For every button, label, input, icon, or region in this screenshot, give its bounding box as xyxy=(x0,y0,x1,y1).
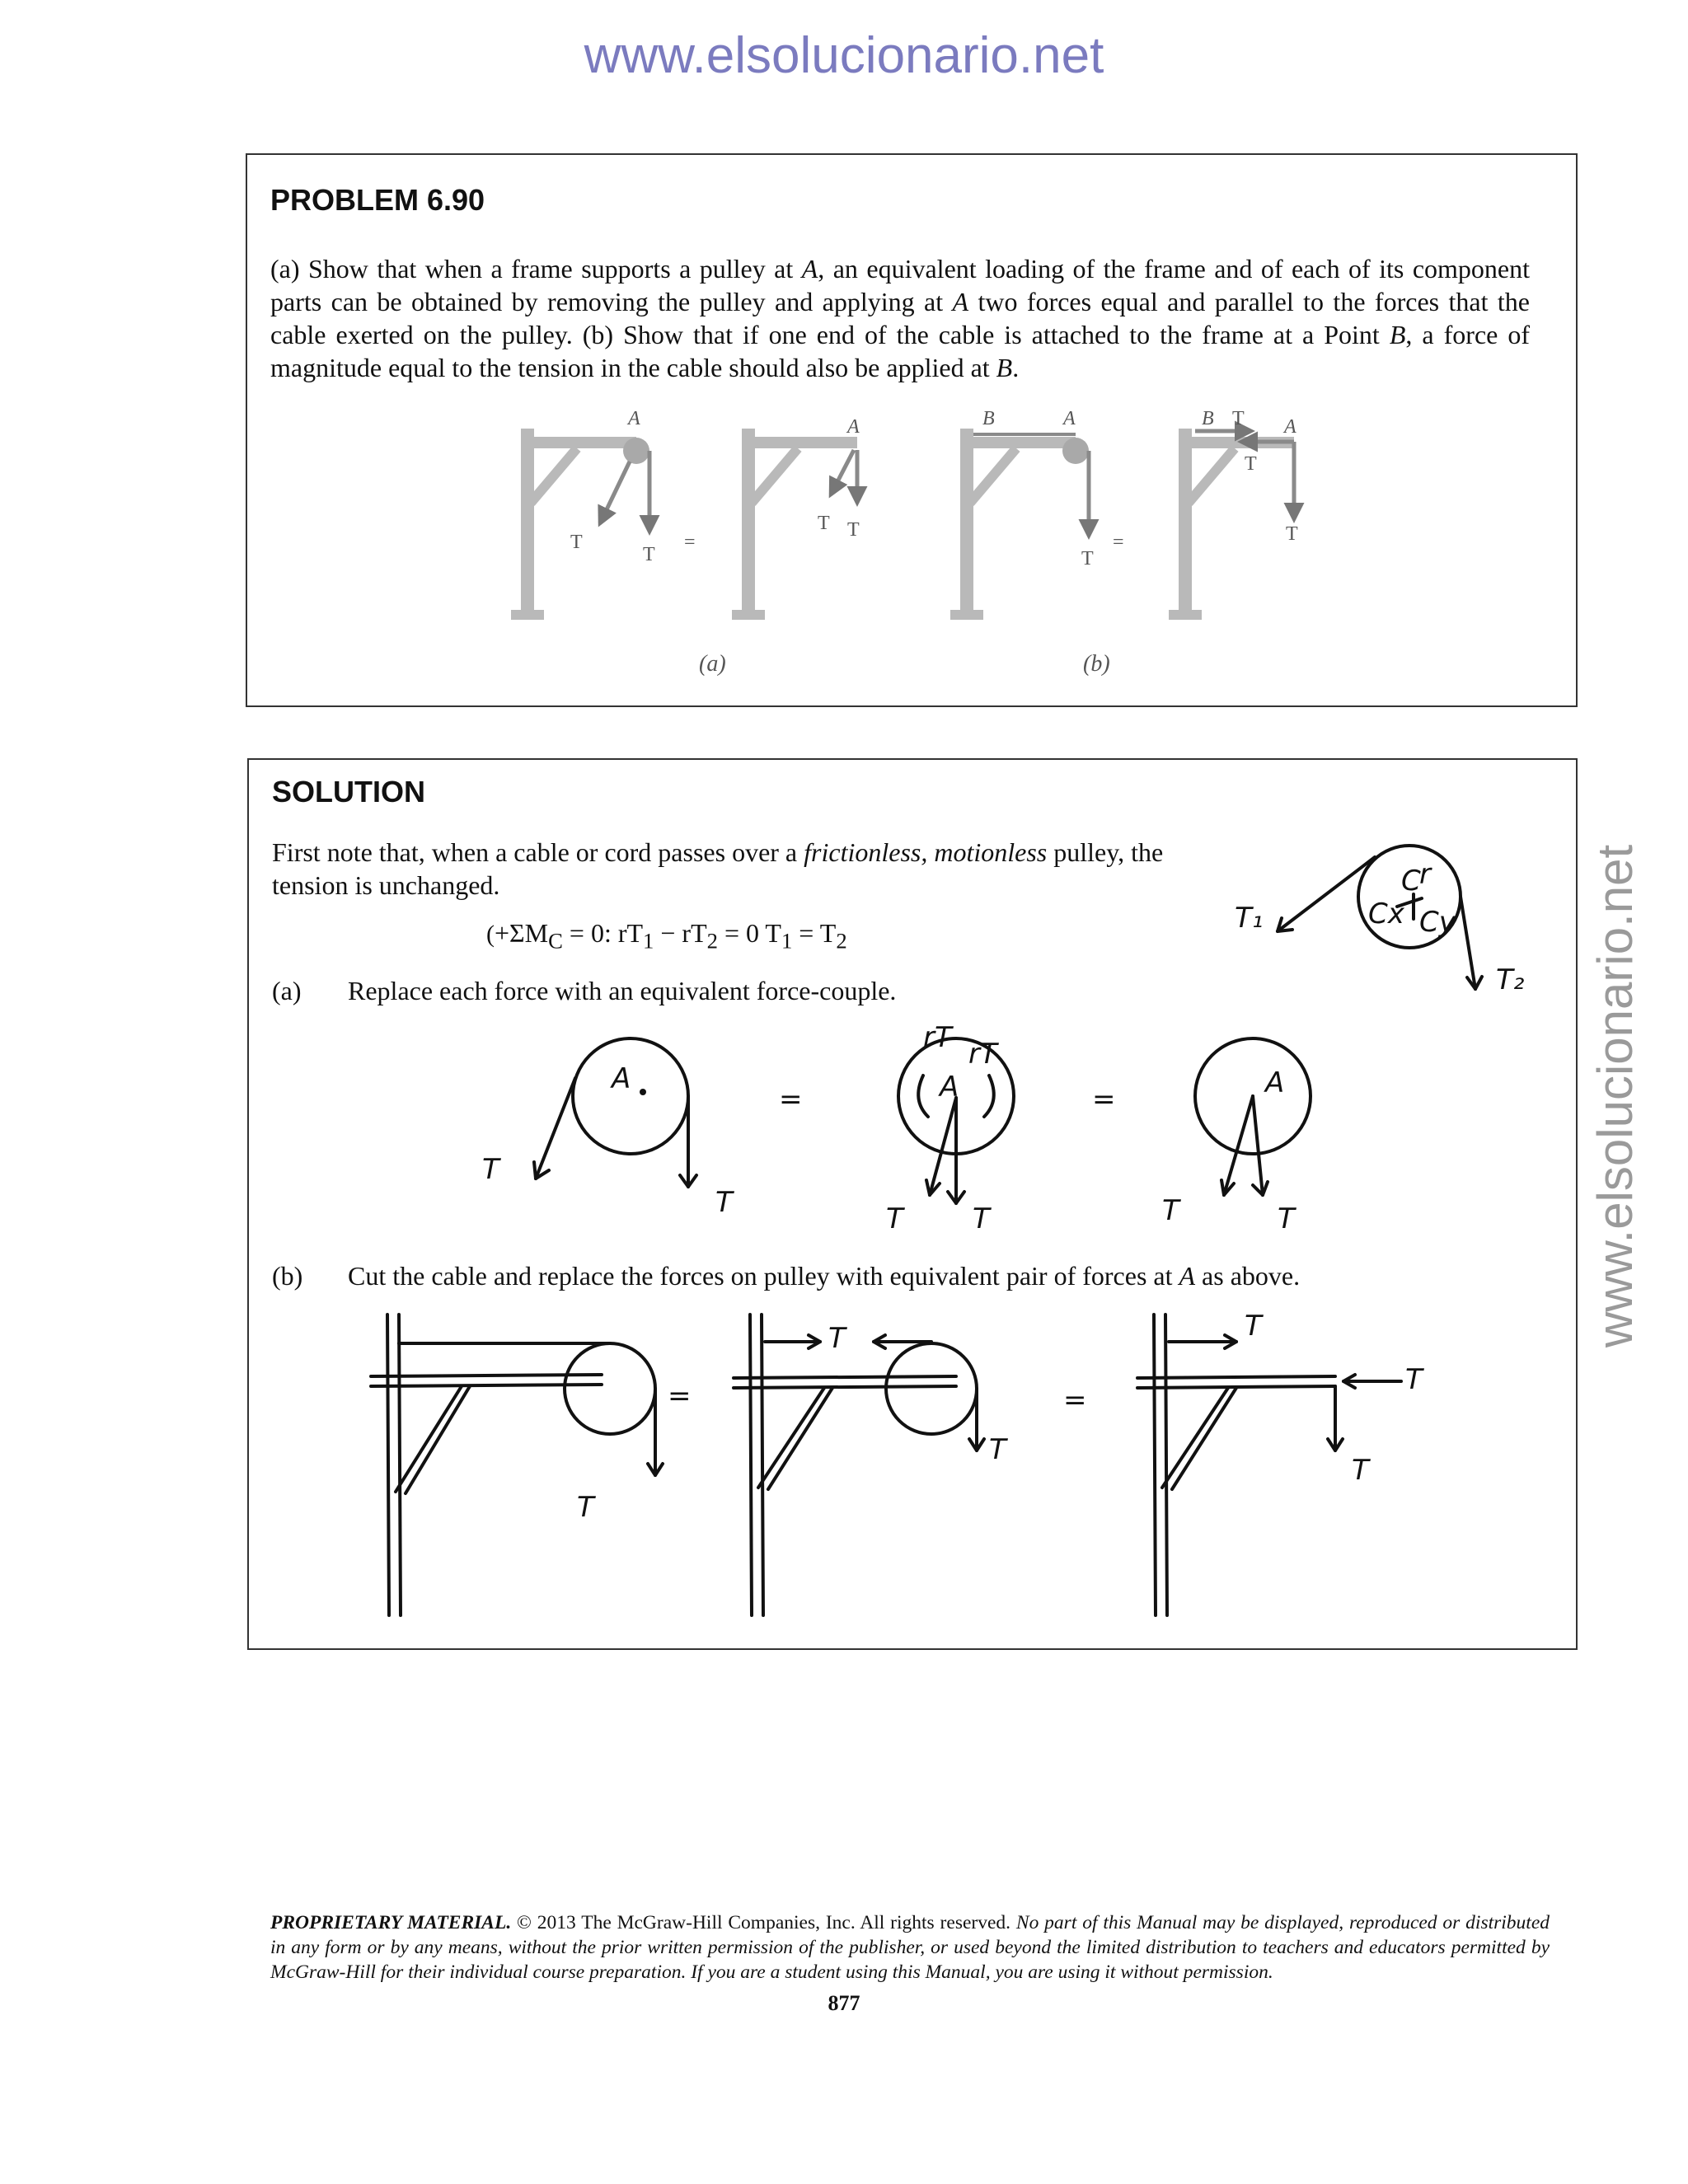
svg-text:T: T xyxy=(643,544,655,565)
problem-title: PROBLEM 6.90 xyxy=(270,183,485,217)
svg-text:B: B xyxy=(1202,408,1214,429)
moment-equation: ($+\Sigma M_C = 0$: $rT_1 - rT_2 = 0$ $T_1 = T_2$ xyxy=(486,918,847,954)
svg-text:=: = xyxy=(779,1083,803,1116)
solution-title: SOLUTION xyxy=(272,775,425,808)
svg-text:A: A xyxy=(940,1071,959,1104)
frame-equivalence-sketch xyxy=(363,1310,1434,1624)
svg-text:T: T xyxy=(847,519,860,541)
svg-text:A: A xyxy=(612,1062,631,1095)
solution-intro: First note that, when a cable or cord passes over a frictionless, motionless pulley, the tension is unchanged. xyxy=(272,837,1164,900)
svg-text:T₂: T₂ xyxy=(1496,963,1525,996)
watermark-top: www.elsolucionario.net xyxy=(584,27,1104,84)
svg-text:rT: rT xyxy=(968,1038,997,1071)
footer-notice: PROPRIETARY MATERIAL. © 2013 The McGraw-Hill Companies, Inc. All rights reserved. No part of this Manual may be displayed, reproduced or distributed in any form or by any means, without the prior written permission of the publisher, or used beyond the limited distribution to teachers and educators permitted by McGraw-Hill for their individual course preparation. If you are a student using this Manual, you are using it without permission. xyxy=(270,1912,1550,1983)
svg-text:T: T xyxy=(715,1186,733,1219)
svg-text:A: A xyxy=(1284,416,1296,438)
svg-text:T: T xyxy=(1352,1454,1369,1487)
svg-text:A: A xyxy=(847,416,860,438)
svg-text:T: T xyxy=(818,513,830,534)
svg-text:T: T xyxy=(1278,1202,1295,1235)
frame-b2 xyxy=(1169,408,1298,620)
svg-text:T: T xyxy=(577,1491,594,1524)
fig-caption-a: (a) xyxy=(699,651,726,677)
svg-text:T: T xyxy=(1245,1310,1262,1343)
svg-text:T₁: T₁ xyxy=(1235,902,1264,935)
svg-text:Cx: Cx xyxy=(1368,898,1404,930)
fig-equals-b: = xyxy=(1113,532,1124,553)
svg-text:T: T xyxy=(1286,523,1298,545)
force-couple-sketch xyxy=(462,1021,1368,1236)
fig-equals-a: = xyxy=(684,532,696,553)
fig-caption-b: (b) xyxy=(1083,651,1110,677)
svg-text:=: = xyxy=(1063,1384,1087,1417)
svg-text:A: A xyxy=(1265,1066,1285,1099)
step-a: (a) Replace each force with an equivalent force-couple. xyxy=(272,976,897,1005)
svg-text:Cy: Cy xyxy=(1419,906,1456,939)
svg-text:A: A xyxy=(1063,408,1076,429)
step-b: (b) Cut the cable and replace the forces on pulley with equivalent pair of forces at A as above. xyxy=(272,1261,1301,1291)
problem-figure xyxy=(495,404,1319,635)
frame-b1 xyxy=(950,408,1094,620)
problem-statement: (a) Show that when a frame supports a pulley at A, an equivalent loading of the frame and of each of its component parts can be obtained by removing the pulley and applying at A two forces equal and parallel to the forces that the cable exerted on the pulley. (b) Show that if one end of the cable is attached to the frame at a Point B, a force of magnitude equal to the tension in the cable should also be applied at B. xyxy=(270,254,1531,382)
pulley-fbd-sketch xyxy=(1228,832,1558,997)
watermark-side: www.elsolucionario.net xyxy=(1587,844,1643,1348)
svg-text:T: T xyxy=(828,1322,846,1355)
svg-text:=: = xyxy=(668,1380,692,1413)
svg-text:T: T xyxy=(1162,1194,1179,1227)
frame-a2 xyxy=(732,416,860,620)
frame-a1 xyxy=(511,408,655,620)
svg-text:r: r xyxy=(1419,858,1431,891)
svg-text:T: T xyxy=(1405,1363,1423,1396)
fig-label-A: A xyxy=(628,408,640,429)
svg-text:B: B xyxy=(982,408,995,429)
svg-text:rT: rT xyxy=(923,1021,952,1054)
svg-text:C: C xyxy=(1401,865,1421,898)
svg-text:T: T xyxy=(482,1153,499,1186)
svg-text:T: T xyxy=(973,1202,990,1235)
svg-text:=: = xyxy=(1092,1083,1116,1116)
svg-text:T: T xyxy=(989,1433,1006,1466)
svg-text:T: T xyxy=(886,1202,903,1235)
svg-text:T: T xyxy=(1245,453,1257,475)
svg-text:T: T xyxy=(1232,408,1245,429)
svg-text:T: T xyxy=(570,532,583,553)
page-number: 877 xyxy=(828,1991,860,2015)
svg-text:T: T xyxy=(1081,548,1094,569)
